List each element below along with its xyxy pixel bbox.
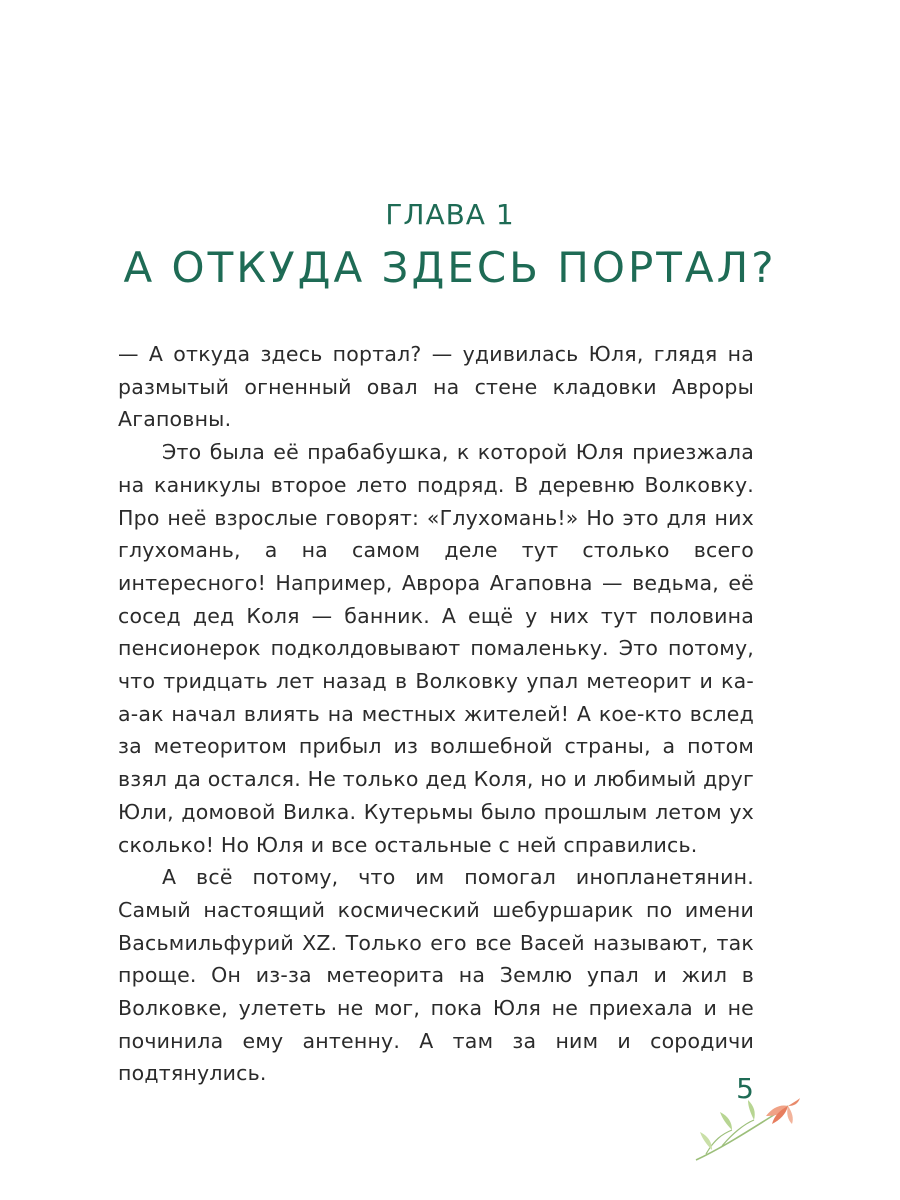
page-number: 5 (736, 1072, 754, 1105)
paragraph-1: — А откуда здесь портал? — удивилась Юля, глядя на размытый огненный овал на стене кладовки Авроры Агаповны. (118, 342, 754, 432)
paragraph-2: Это была её прабабушка, к которой Юля приезжала на каникулы второе лето подряд. В деревню Волковку. Про неё взрослые говорят: «Глухомань!» Но это для них глухомань, а на самом деле тут столько всего интересного! Например, Аврора Агаповна — ведьма, её сосед дед Коля — банник. А ещё у них тут половина пенсионерок подколдовывают помаленьку. Это потому, что тридцать лет назад в Волковку упал метеорит и ка-а-ак начал влиять на местных жителей! А кое-кто вслед за метеоритом прибыл из волшебной страны, а потом взял да остался. Не только дед Коля, но и любимый друг Юли, домовой Вилка. Кутерьмы было прошлым летом ух сколько! Но Юля и все остальные с ней справились. (118, 440, 754, 857)
flower-sprig-icon (692, 1094, 802, 1164)
chapter-title: А ОТКУДА ЗДЕСЬ ПОРТАЛ? (123, 243, 777, 292)
chapter-label: ГЛАВА 1 (385, 198, 515, 231)
paragraph-3: А всё потому, что им помогал инопланетянин. Самый настоящий космический шебуршарик по имени Васьмильфурий XZ. Только его все Васей называют, так проще. Он из-за метеорита на Землю упал и жил в Волковке, улететь не мог, пока Юля не приехала и не починила ему антенну. А там за ним и сородичи подтянулись. (118, 865, 754, 1086)
body-text (118, 338, 754, 1090)
